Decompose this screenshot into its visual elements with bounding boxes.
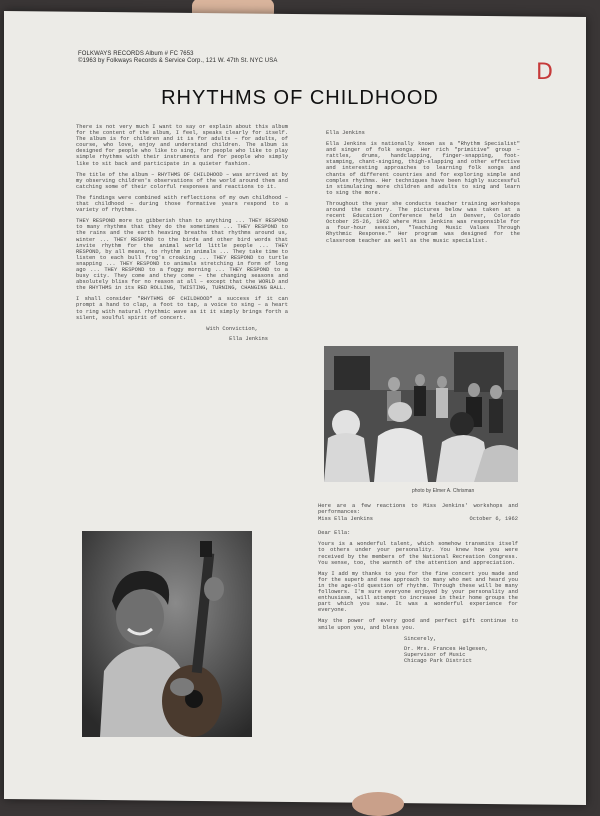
workshop-photo	[324, 346, 518, 482]
portrait-photo-graphic	[82, 531, 252, 737]
intro-paragraph: There is not very much I want to say or explain about this album for the content of the album, I feel, speaks clearly for itself. The album is for children and it is for adults – for adults, of course, who love, enjoy and understand children. The album is designed for people who like to sing, for people who like to play simple rhythms with their instruments and for people who simply like to sit back and participate in a quieter fashion.	[76, 124, 288, 167]
right-column-top	[326, 130, 520, 249]
thumb-bottom	[352, 792, 404, 816]
letter-recipient: Miss Ella Jenkins	[318, 516, 373, 523]
title-paragraph: The title of the album – RHYTHMS OF CHILDHOOD – was arrived at by my observing children's observations of the world around them and catching some of their colorful responses and reactions to it.	[76, 171, 288, 190]
workshop-photo-graphic	[324, 346, 518, 482]
letter-signoff: Sincerely,	[404, 635, 437, 642]
header-label: FOLKWAYS RECORDS Album # FC 7653	[78, 51, 194, 57]
they-respond-paragraph: THEY RESPOND more to gibberish than to anything ... THEY RESPOND to many rhythms that they do the sometimes ... THEY RESPOND to the rains and the earth heaving breaths that rhythms around us, winter ... THEY RESPOND to the birds and other bird words that invite rhythm for the animal world little people ... THEY RESPOND, by all means, to rhythm in animals ... They take time to listen to each bull frog's croaking ... THEY RESPOND to turtle snapping ... THEY RESPOND to animals stretching in form of long ago ... THEY RESPOND to a foggy morning ... THEY RESPOND to a busy city. They come and they come – the changing seasons and absolutely bliss for no reason at all – except that the WORLD and the RHYTHMS in its RED ROLLING, TWISTING, TURNING, CHANGING BALL.	[76, 218, 288, 292]
right-column-bottom	[318, 503, 518, 664]
signature: Ella Jenkins	[229, 335, 268, 342]
left-column	[76, 124, 288, 342]
letter-paragraph-3: May the power of every good and perfect gift continue to smile upon you, and bless you.	[318, 618, 518, 631]
closing-line: With Conviction,	[206, 325, 258, 332]
findings-paragraph: The findings were combined with reflections of my own childhood – that childhood – during those formative years respond to a variety of rhythms.	[76, 194, 288, 214]
letter-paragraph-2: May I add my thanks to you for the fine concert you made and for the superb and new approach to many who met and heard you in the age-old question of rhythm. Through these will be many followers. I'm sure everyone enjoyed by your personality and enthusiasm, will attempt to increase in their home groups the part which you saw. It was a wonderful experience for everyone.	[318, 570, 518, 614]
closing-paragraph: I shall consider "RHYTHMS OF CHILDHOOD" a success if it can prompt a hand to clap, a foot to tap, a voice to sing – a heart to ring with natural rhythmic wave as it it simply brings forth a silent, soulful spirit of concert.	[76, 296, 288, 321]
photo-credit: photo by Elmer A. Chrisman	[412, 488, 475, 494]
bio-paragraph: Ella Jenkins is nationally known as a "Rhythm Specialist" and singer of folk songs. Her rich "primitive" group – rattles, drums, handclapping, finger-snapping, foot-stamping, chant-singing, thigh-slapping and other effective and interesting approaches to learning folk songs and chants of different countries and for exploring simple and complex rhythms. Her techniques have been highly successful in stimulating more children and adults to sing and learn to sing the more.	[326, 141, 520, 196]
bio-heading: Ella Jenkins	[326, 130, 365, 136]
header-copyright: ©1963 by Folkways Records & Service Corp., 121 W. 47th St. NYC USA	[78, 58, 278, 64]
sender-name: Dr. Mrs. Frances Helgesen,	[404, 645, 489, 652]
corner-mark: D	[536, 60, 553, 85]
portrait-photo	[82, 531, 252, 737]
letter-header	[318, 516, 518, 522]
letter-date: October 6, 1962	[469, 516, 518, 523]
letter-paragraph-1: Yours is a wonderful talent, which somehow transmits itself to others under your personality. You knew how you were received by the members of the National Recreation Congress. You sense, too, the warmth of the attention and appreciation.	[318, 541, 518, 566]
workshop-paragraph: Throughout the year she conducts teacher training workshops around the country. The pictures below was taken at a recent Education Conference held in Denver, Colorado October 25-26, 1962 where Miss Jenkins was responsible for a four-hour session, "Teaching Music Values Through Rhythmic Response." Her program was designed for the classroom teacher as well as the music specialist.	[326, 200, 520, 244]
page-title: RHYTHMS OF CHILDHOOD	[161, 87, 439, 109]
sender-title: Supervisor of Music	[404, 651, 466, 658]
sender-organization: Chicago Park District	[404, 657, 472, 664]
photo-caption: Here are a few reactions to Miss Jenkins' workshops and performances:	[318, 503, 518, 516]
letter-salutation: Dear Ella:	[318, 530, 351, 537]
